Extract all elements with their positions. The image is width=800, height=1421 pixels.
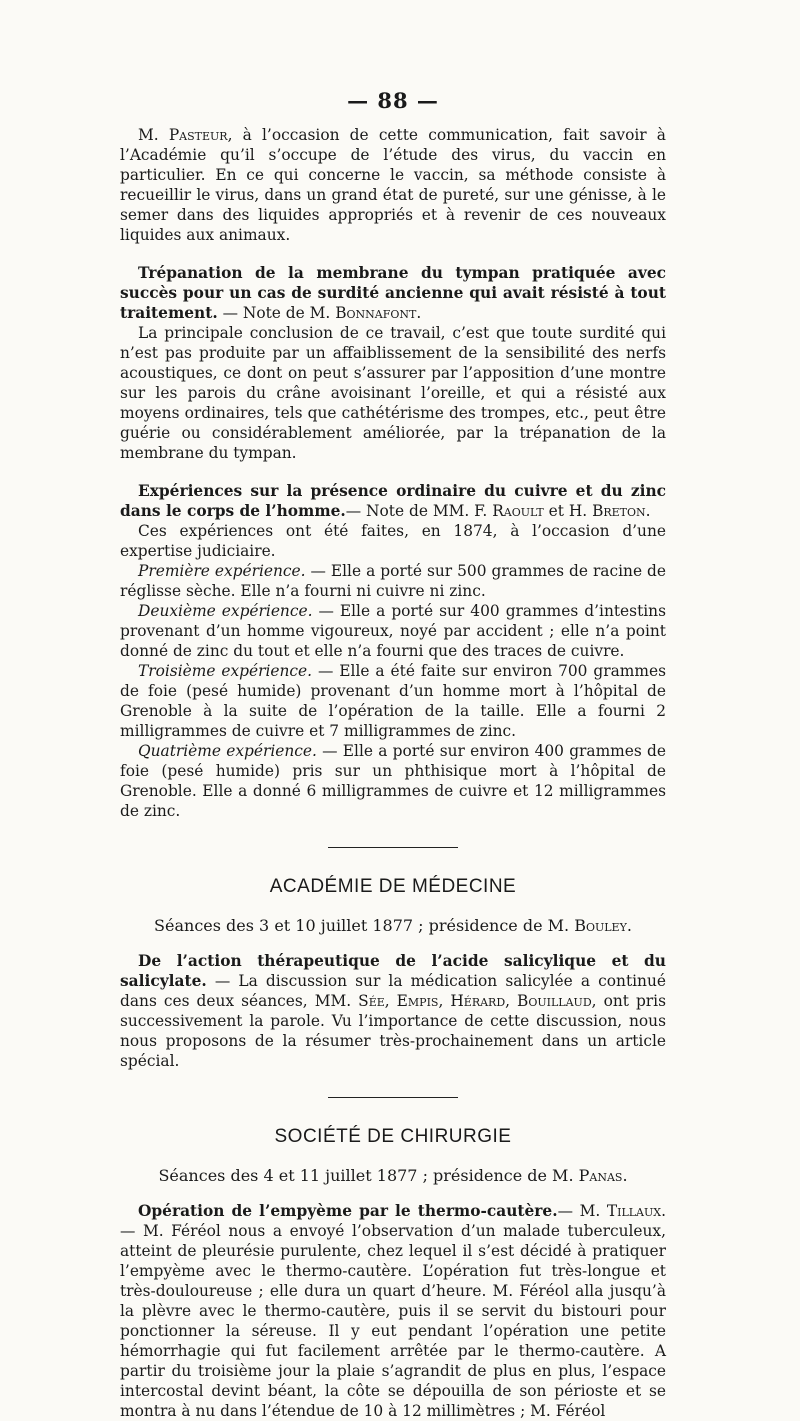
experience-item [120,661,666,741]
experiences-heading-paragraph [120,481,666,521]
pasteur-text: , à l’occasion de cette communication, fait savoir à l’Académie qu’il s’occupe de l’étude des virus, du vaccin en particulier. En ce qui concerne le vaccin, sa méthode consiste à recueillir le virus, dans un grand état de pureté, sur une génisse, à le semer dans des liquides appropriés et à revenir de ces nouveaux liquides aux animaux. [120,126,666,244]
academie-heading: ACADÉMIE DE MÉDECINE [269,876,517,897]
experience-label: Troisième expérience. [138,662,313,680]
experience-label: Quatrième expérience. [138,742,317,760]
academie-article [120,951,666,1071]
experiences-note-suffix: . [645,502,651,520]
academie-session-suffix: . [626,916,632,935]
chirurgie-session-prefix: Séances des 4 et 11 juillet 1877 ; présidence de M. [158,1166,579,1185]
academie-article-text2: , ont pris successivement la parole. Vu l’importance de cette discussion, nous nous proposons de la résumer très-prochainement dans un article spécial. [120,992,666,1070]
chirurgie-article [120,1201,666,1421]
experience-label: Première expérience. [138,562,306,580]
experiences-note-prefix: — Note de MM. F. [345,502,493,520]
experience-label: Deuxième expérience. [138,602,313,620]
pasteur-name: M. Pasteur [138,126,228,144]
academie-session [120,916,666,935]
experiences-intro: Ces expériences ont été faites, en 1874, à l’occasion d’une expertise judiciaire. [120,522,666,560]
chirurgie-session [120,1166,666,1185]
chirurgie-article-title: Opération de l’empyème par le thermo-cautère. [138,1202,558,1220]
experiences-title: Expériences sur la présence ordinaire du cuivre et du zinc dans le corps de l’homme. [120,482,666,520]
pasteur-paragraph [120,125,666,245]
trepanation-note-suffix: . [416,304,422,322]
experience-item [120,601,666,661]
experience-item [120,561,666,601]
experiences-note-author1: Raoult [492,502,544,520]
trepanation-note-prefix: — Note de M. [217,304,336,322]
trepanation-body: La principale conclusion de ce travail, c’est que toute surdité qui n’est pas produite par un affaiblissement de la sensibilité des nerfs acoustiques, ce dont on peut s’assurer par l’apposition d’une montre sur les parois du crâne avoisinant l’oreille, et qui a résisté aux moyens ordinaires, tels que cathétérisme des trompes, etc., peut être guérie ou considérablement améliorée, par la trépanation de la membrane du tympan. [120,324,666,462]
trepanation-note-author: Bonnafont [335,304,417,322]
academie-president: Bouley [574,916,627,935]
experience-text: — Elle a porté sur environ 400 grammes de foie (pesé humide) pris sur un phthisique mort à l’hôpital de Grenoble. Elle a donné 6 milligrammes de cuivre et 12 milligrammes de zinc. [120,742,666,820]
chirurgie-session-suffix: . [622,1166,628,1185]
chirurgie-president: Panas [578,1166,623,1185]
section-divider [328,1097,458,1098]
academie-session-prefix: Séances des 3 et 10 juillet 1877 ; présidence de M. [154,916,575,935]
experience-text: — Elle a été faite sur environ 700 grammes de foie (pesé humide) provenant d’un homme mort à l’hôpital de Grenoble à la suite de l’opération de la taille. Elle a fourni 2 milligrammes de cuivre et 7 milligrammes de zinc. [120,662,666,740]
chirurgie-author-prefix: — M. [557,1202,607,1220]
trepanation-title: Trépanation de la membrane du tympan pratiquée avec succès pour un cas de surdité ancienne qui avait résisté à tout traitement. [120,264,666,322]
academie-article-text1: — La discussion sur la médication salicylée a continué dans ces deux séances, MM. [120,972,666,1010]
chirurgie-heading: SOCIÉTÉ DE CHIRURGIE [274,1126,512,1147]
experience-text: — Elle a porté sur 500 grammes de racine de réglisse sèche. Elle n’a fourni ni cuivre ni zinc. [120,562,666,600]
experiences-note-author2: Breton [592,502,646,520]
experiences-note-and: et H. [543,502,593,520]
experience-text: — Elle a porté sur 400 grammes d’intestins provenant d’un homme vigoureux, noyé par accident ; elle n’a point donné de zinc du tout et elle n’a fourni que des traces de cuivre. [120,602,666,660]
trepanation-heading-paragraph [120,263,666,323]
academie-names: Sée, Empis, Hérard, Bouillaud [358,992,592,1010]
page-number: — 88 — [347,88,439,113]
section-divider [328,847,458,848]
academie-article-title: De l’action thérapeutique de l’acide salicylique et du salicylate. [120,952,666,990]
experience-item [120,741,666,821]
chirurgie-author: Tillaux [606,1202,662,1220]
chirurgie-article-text: . — M. Féréol nous a envoyé l’observation d’un malade tuberculeux, atteint de pleurésie purulente, chez lequel il s’est décidé à pratiquer l’empyème avec le thermo-cautère. L’opération fut très-longue et très-douloureuse ; elle dura un quart d’heure. M. Féréol alla jusqu’à la plèvre avec le thermo-cautère, puis il se servit du bistouri pour ponctionner la séreuse. Il y eut pendant l’opération une petite hémorrhagie qui fut facilement arrêtée par le thermo-cautère. A partir du troisième jour la plaie s’agrandit de plus en plus, l’espace intercostal devint béant, la côte se dépouilla de son périoste et se montra à nu dans l’étendue de 10 à 12 millimètres ; M. Féréol [120,1202,666,1420]
